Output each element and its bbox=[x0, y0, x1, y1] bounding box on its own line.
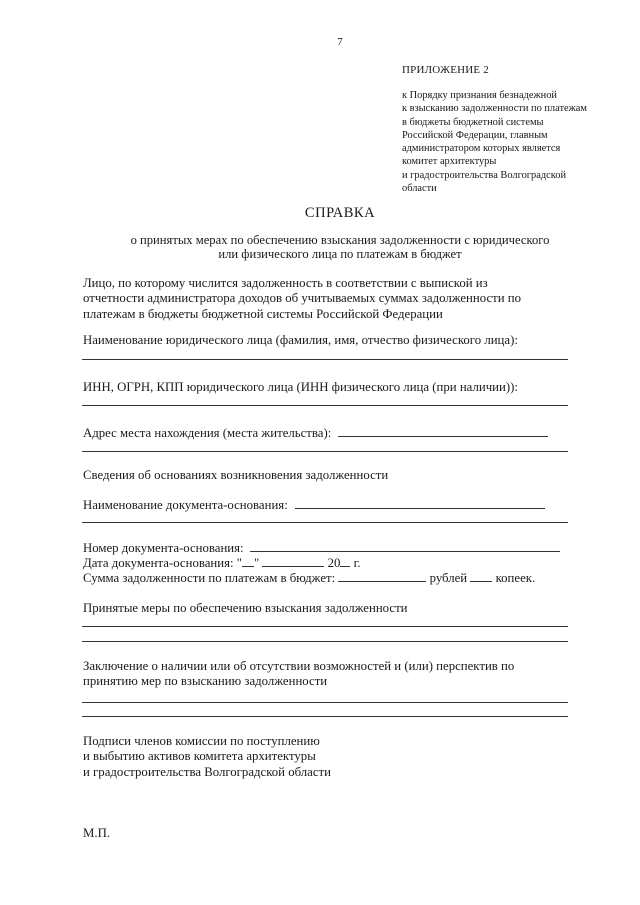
kopecks-word: копеек. bbox=[495, 571, 536, 585]
document-title: СПРАВКА bbox=[304, 205, 376, 221]
debt-kopecks-field[interactable] bbox=[470, 570, 492, 582]
address-field-line-2[interactable] bbox=[82, 451, 568, 452]
basis-doc-name-row bbox=[83, 497, 545, 513]
intro-line: платежам в бюджеты бюджетной системы Российской Федерации bbox=[83, 306, 443, 321]
basis-doc-number-row bbox=[83, 540, 560, 556]
conclusion-field-line-2[interactable] bbox=[82, 716, 568, 717]
debtor-intro bbox=[83, 276, 521, 322]
intro-line: отчетности администратора доходов об учитываемых суммах задолженности по bbox=[83, 291, 522, 306]
signatures-line: и градостроительства Волгоградской области bbox=[83, 764, 331, 779]
address-label: Адрес места нахождения (места жительства): bbox=[83, 426, 332, 440]
conclusion-heading bbox=[83, 659, 514, 690]
appendix-line: комитет архитектуры bbox=[402, 156, 497, 168]
appendix-line: области bbox=[402, 183, 437, 195]
appendix-line: в бюджеты бюджетной системы bbox=[402, 116, 544, 128]
date-quote: " bbox=[253, 556, 260, 570]
appendix-line: администратором которых является bbox=[402, 143, 561, 155]
basis-doc-name-label: Наименование документа-основания: bbox=[83, 498, 288, 512]
date-year-field[interactable] bbox=[340, 555, 350, 567]
basis-doc-name-field[interactable] bbox=[295, 497, 545, 509]
rubles-word: рублей bbox=[429, 571, 468, 585]
basis-doc-name-field-line-2[interactable] bbox=[82, 522, 568, 523]
address-row bbox=[83, 425, 548, 441]
inn-field-line[interactable] bbox=[82, 405, 568, 406]
date-day-field[interactable] bbox=[242, 555, 254, 567]
signatures-block bbox=[83, 734, 331, 780]
name-label: Наименование юридического лица (фамилия, имя, отчество физического лица): bbox=[83, 333, 518, 347]
conclusion-field-line-1[interactable] bbox=[82, 702, 568, 703]
stamp-mark: М.П. bbox=[83, 826, 111, 840]
date-year-prefix: 20 bbox=[327, 556, 341, 570]
appendix-reference bbox=[402, 89, 587, 195]
debt-amount-label: Сумма задолженности по платежам в бюджет: bbox=[83, 571, 336, 585]
measures-heading: Принятые меры по обеспечению взыскания задолженности bbox=[83, 601, 408, 615]
basis-doc-number-label: Номер документа-основания: bbox=[83, 541, 244, 555]
basis-doc-date-row bbox=[83, 555, 361, 571]
debt-rubles-field[interactable] bbox=[338, 570, 426, 582]
conclusion-line: Заключение о наличии или об отсутствии возможностей и (или) перспектив по bbox=[83, 659, 515, 673]
appendix-title: ПРИЛОЖЕНИЕ 2 bbox=[402, 64, 489, 76]
measures-field-line-1[interactable] bbox=[82, 626, 568, 627]
address-field-line[interactable] bbox=[338, 425, 548, 437]
document-subtitle bbox=[0, 233, 640, 261]
intro-line: Лицо, по которому числится задолженность в соответствии с выпиской из bbox=[83, 276, 488, 290]
appendix-line: и градостроительства Волгоградской bbox=[402, 169, 567, 181]
debt-amount-row bbox=[83, 570, 535, 586]
page-number: 7 bbox=[337, 36, 343, 48]
subtitle-line: или физического лица по платежам в бюджет bbox=[218, 247, 462, 261]
grounds-heading: Сведения об основаниях возникновения задолженности bbox=[83, 468, 389, 482]
date-month-field[interactable] bbox=[262, 555, 324, 567]
inn-label: ИНН, ОГРН, КПП юридического лица (ИНН физического лица (при наличии)): bbox=[83, 380, 518, 394]
appendix-line: Российской Федерации, главным bbox=[402, 129, 548, 141]
date-year-suffix: г. bbox=[353, 556, 361, 570]
name-field-line[interactable] bbox=[82, 359, 568, 360]
conclusion-line: принятию мер по взысканию задолженности bbox=[83, 674, 328, 689]
signatures-line: и выбытию активов комитета архитектуры bbox=[83, 749, 316, 764]
measures-field-line-2[interactable] bbox=[82, 641, 568, 642]
signatures-line: Подписи членов комиссии по поступлению bbox=[83, 734, 320, 748]
appendix-line: к Порядку признания безнадежной bbox=[402, 90, 557, 101]
basis-doc-date-label: Дата документа-основания: " bbox=[83, 556, 242, 570]
appendix-line: к взысканию задолженности по платежам bbox=[402, 103, 587, 115]
subtitle-line: о принятых мерах по обеспечению взыскания задолженности с юридического bbox=[130, 233, 550, 247]
basis-doc-number-field[interactable] bbox=[250, 540, 560, 552]
